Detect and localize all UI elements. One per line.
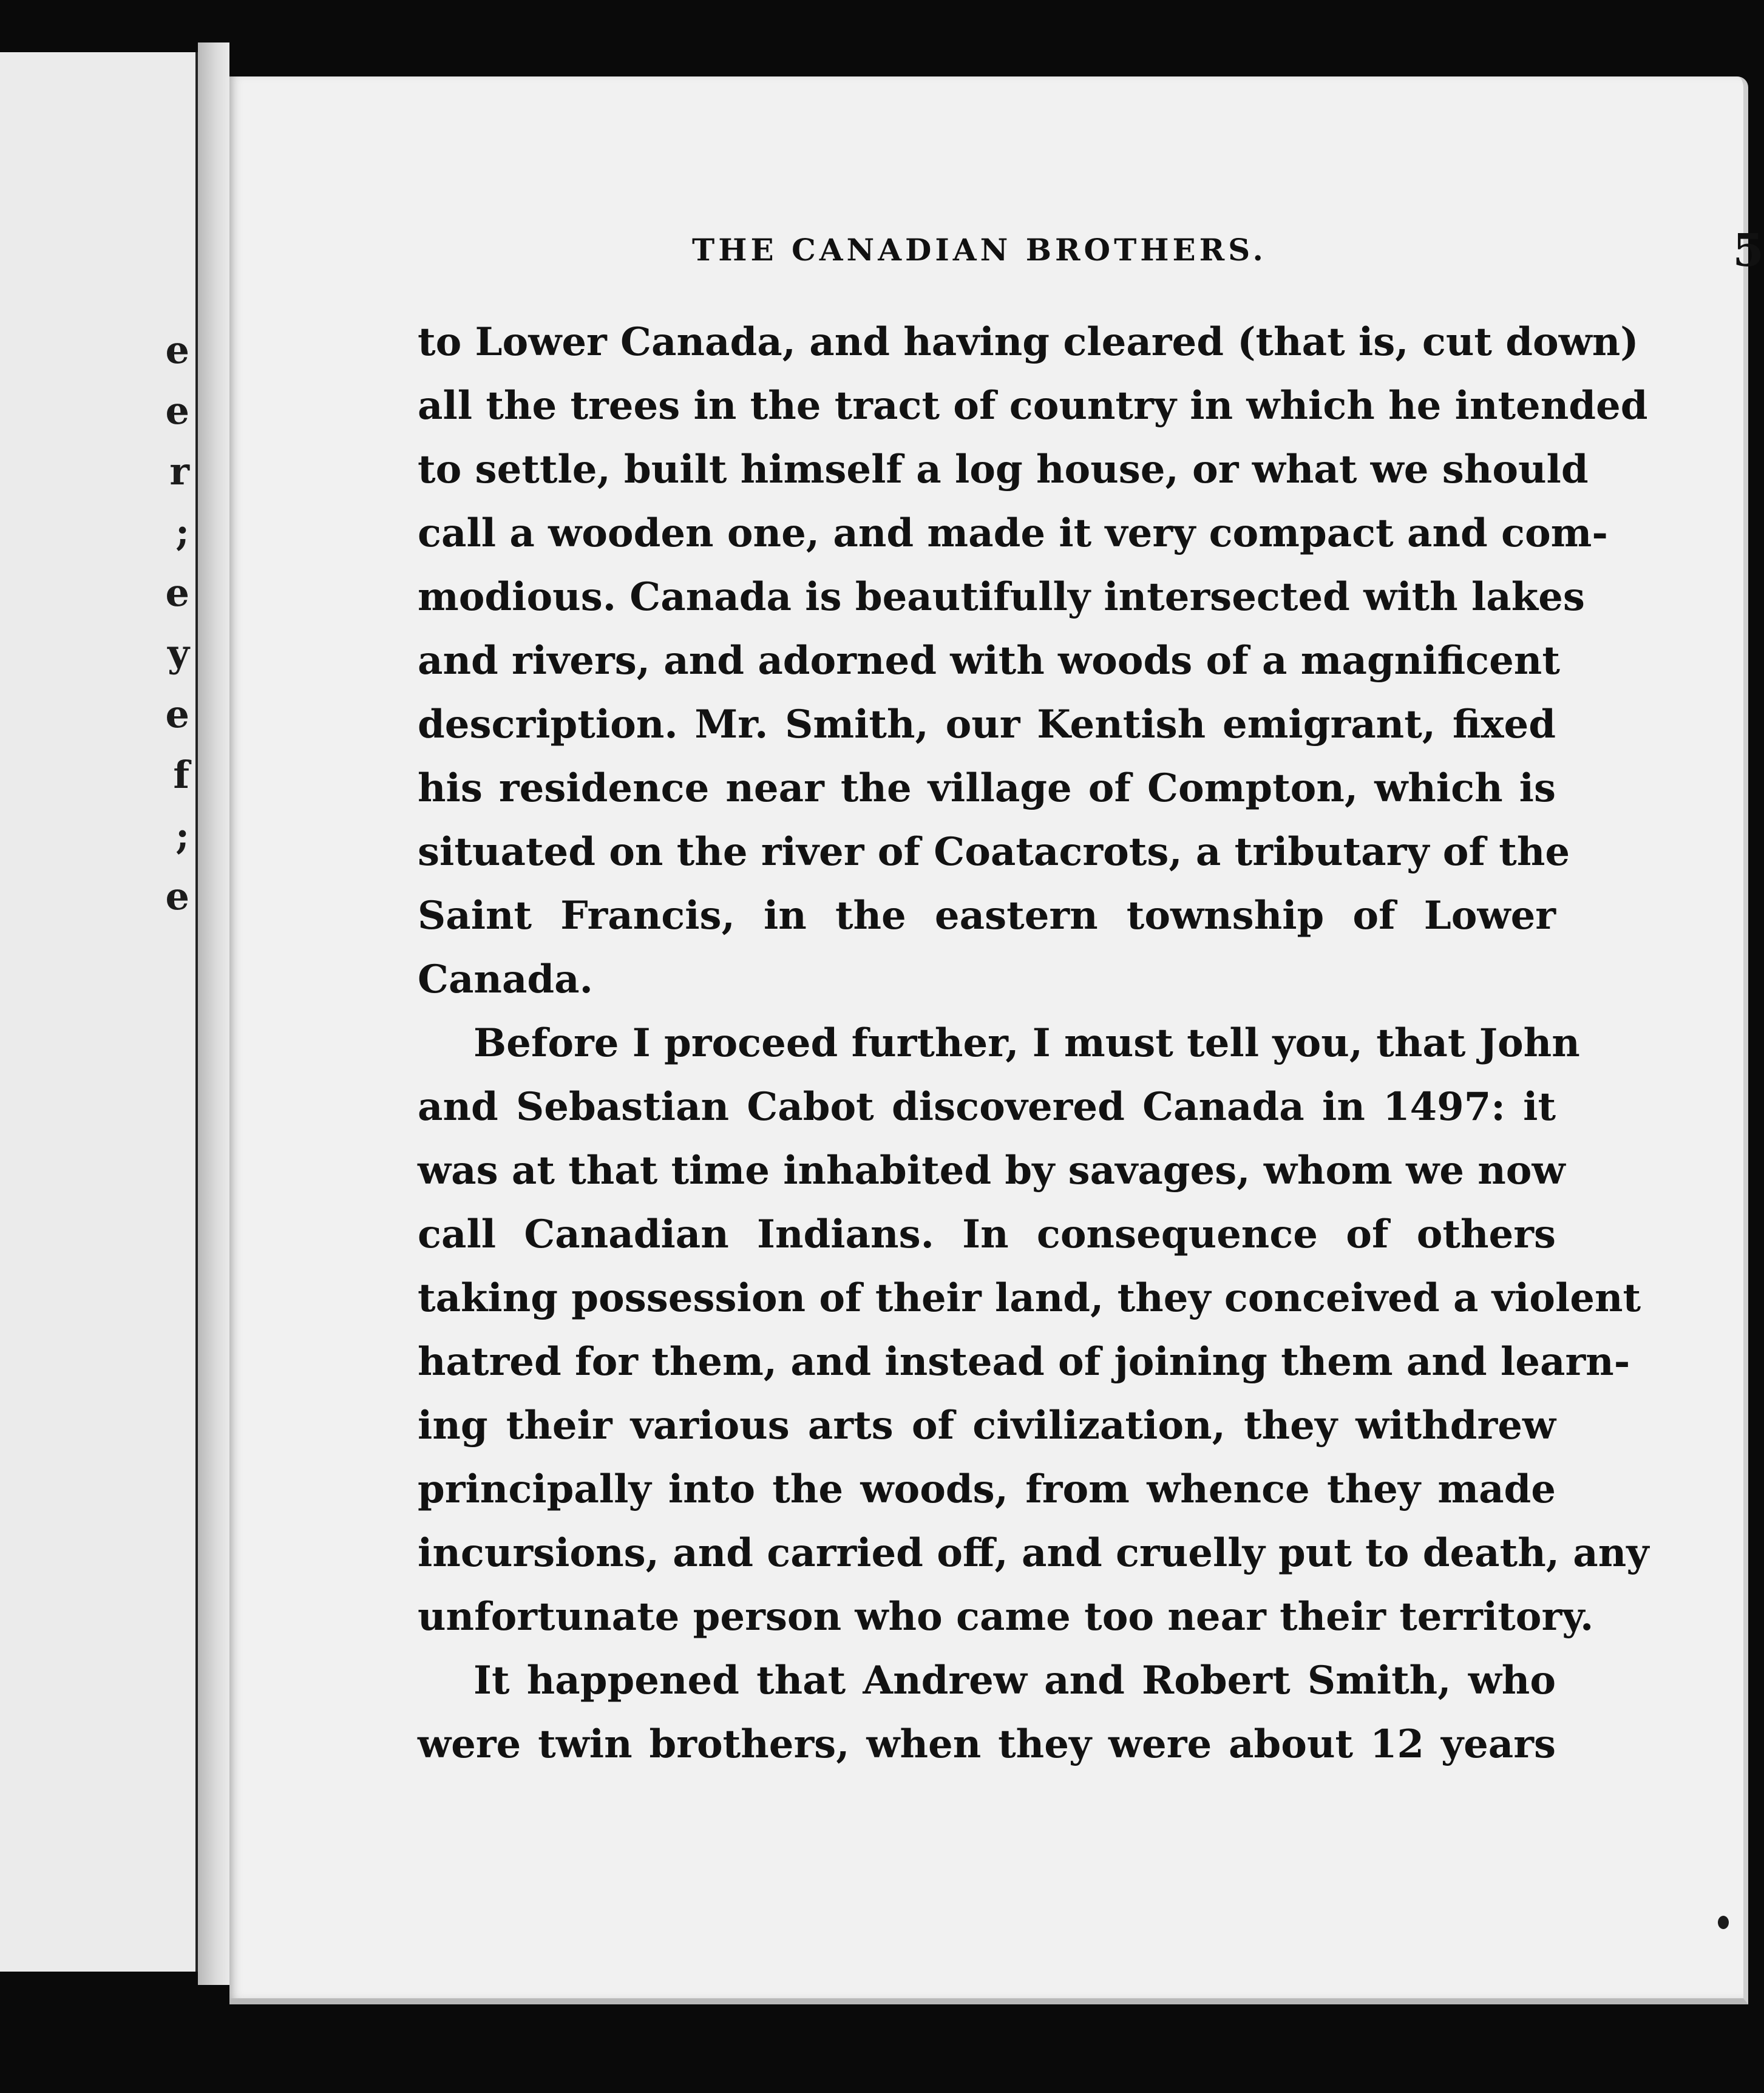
left-page-fragment: e	[165, 328, 189, 372]
left-page-fragment: y	[167, 631, 189, 676]
text-line: and rivers, and adorned with woods of a magnificent	[418, 638, 1560, 684]
book-page	[229, 76, 1764, 2004]
running-title: THE CANADIAN BROTHERS.	[692, 232, 1267, 268]
text-line: ing their various arts of civilization, they withdrew	[418, 1403, 1556, 1448]
left-page-fragment: f	[173, 753, 189, 797]
text-line: incursions, and carried off, and cruelly put to death, any	[418, 1530, 1649, 1576]
text-line: taking possession of their land, they conceived a violent	[418, 1275, 1641, 1321]
text-line: description. Mr. Smith, our Kentish emigrant, fixed	[418, 702, 1556, 747]
text-line: Canada.	[418, 957, 593, 1002]
running-head	[692, 225, 1764, 279]
left-page-fragment: e	[165, 388, 189, 433]
left-page-fragment: e	[165, 571, 189, 615]
text-line: and Sebastian Cabot discovered Canada in 1497: it	[418, 1084, 1556, 1130]
text-line: call a wooden one, and made it very compact and com-	[418, 511, 1608, 556]
text-line: hatred for them, and instead of joining them and learn-	[418, 1339, 1630, 1385]
text-line: were twin brothers, when they were about 12 years	[418, 1722, 1556, 1767]
left-page-fragment: ;	[175, 510, 189, 554]
text-line: principally into the woods, from whence they made	[418, 1467, 1556, 1512]
left-page-fragment: e	[165, 692, 189, 736]
text-line: was at that time inhabited by savages, whom we now	[418, 1148, 1566, 1193]
left-page-fragment: ;	[175, 813, 189, 858]
paragraph	[418, 1649, 1556, 1776]
text-line: It happened that Andrew and Robert Smith, who	[473, 1658, 1556, 1703]
left-page-fragment: r	[169, 449, 189, 494]
text-line: situated on the river of Coatacrots, a tributary of the	[418, 829, 1570, 875]
text-line: Before I proceed further, I must tell you, that John	[473, 1020, 1580, 1066]
text-line: all the trees in the tract of country in which he intended	[418, 383, 1648, 429]
left-page-fragment: e	[165, 874, 189, 918]
body-text	[418, 310, 1649, 1776]
text-line: his residence near the village of Compton, which is	[418, 765, 1556, 811]
text-line: call Canadian Indians. In consequence of others	[418, 1212, 1556, 1257]
text-line: to settle, built himself a log house, or what we should	[418, 447, 1589, 492]
text-line: unfortunate person who came too near their territory.	[418, 1594, 1594, 1640]
paragraph	[418, 310, 1648, 1011]
page-number: 5	[1732, 225, 1764, 277]
text-line: Saint Francis, in the eastern township of Lower	[418, 893, 1556, 938]
previous-page-edge	[0, 52, 198, 1972]
text-line: to Lower Canada, and having cleared (that is, cut down)	[418, 319, 1639, 365]
print-speck	[1718, 1916, 1729, 1929]
text-line: modious. Canada is beautifully intersected with lakes	[418, 574, 1585, 620]
paragraph	[418, 1011, 1649, 1649]
book-gutter	[198, 42, 229, 1985]
